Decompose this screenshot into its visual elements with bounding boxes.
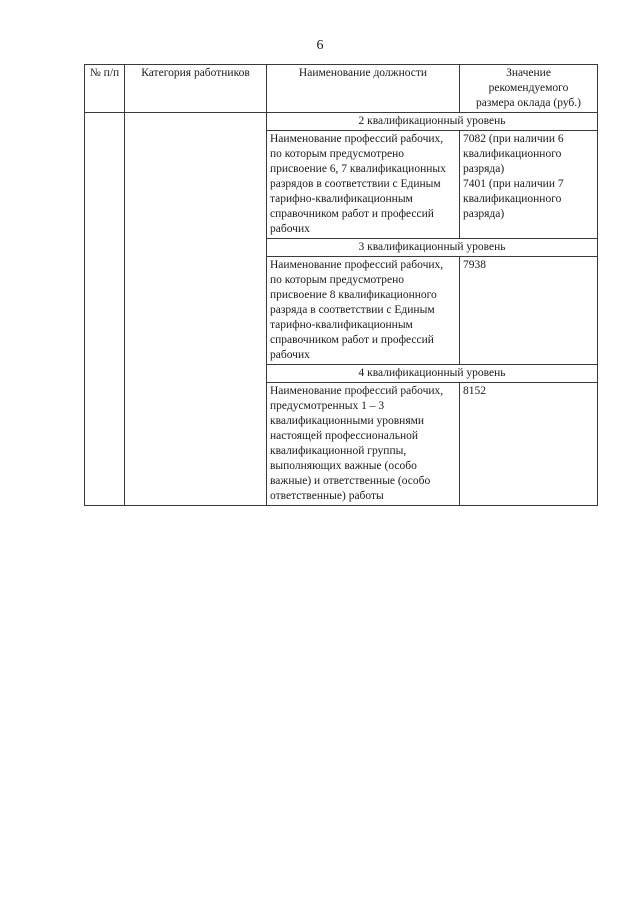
salary-value-line: 8152 bbox=[463, 385, 486, 397]
salary-value-line: 7938 bbox=[463, 259, 486, 271]
salary-value bbox=[460, 131, 598, 239]
level-title: 4 квалификационный уровень bbox=[267, 365, 598, 383]
level-title: 2 квалификационный уровень bbox=[267, 113, 598, 131]
position-description: Наименование профессий рабочих, предусмотренных 1 – 3 квалификационными уровнями настоящей профессиональной квалификационной группы, выполняющих важные (особо важные) и ответственные (особо ответственные) работы bbox=[267, 383, 460, 506]
header-value-line: рекомендуемого bbox=[488, 82, 569, 94]
table-header-row bbox=[85, 65, 598, 113]
salary-value-line: 7401 (при наличии 7 квалификационного разряда) bbox=[463, 178, 564, 220]
header-position: Наименование должности bbox=[267, 65, 460, 113]
category-cell bbox=[125, 113, 267, 506]
header-category: Категория работников bbox=[125, 65, 267, 113]
header-num: № п/п bbox=[85, 65, 125, 113]
salary-table bbox=[84, 64, 598, 506]
salary-value bbox=[460, 257, 598, 365]
header-value-line: размера оклада (руб.) bbox=[476, 97, 581, 109]
position-description: Наименование профессий рабочих, по которым предусмотрено присвоение 8 квалификационного разряда в соответствии с Единым тарифно-квалификационным справочником работ и профессий рабочих bbox=[267, 257, 460, 365]
level-title-row bbox=[85, 113, 598, 131]
level-title: 3 квалификационный уровень bbox=[267, 239, 598, 257]
num-cell bbox=[85, 113, 125, 506]
salary-value bbox=[460, 383, 598, 506]
header-value-line: Значение bbox=[506, 67, 551, 79]
header-value bbox=[460, 65, 598, 113]
page-number: 6 bbox=[316, 38, 324, 53]
position-description: Наименование профессий рабочих, по которым предусмотрено присвоение 6, 7 квалификационных разрядов в соответствии с Единым тарифно-квалификационным справочником работ и профессий рабочих bbox=[267, 131, 460, 239]
salary-value-line: 7082 (при наличии 6 квалификационного разряда) bbox=[463, 133, 564, 175]
